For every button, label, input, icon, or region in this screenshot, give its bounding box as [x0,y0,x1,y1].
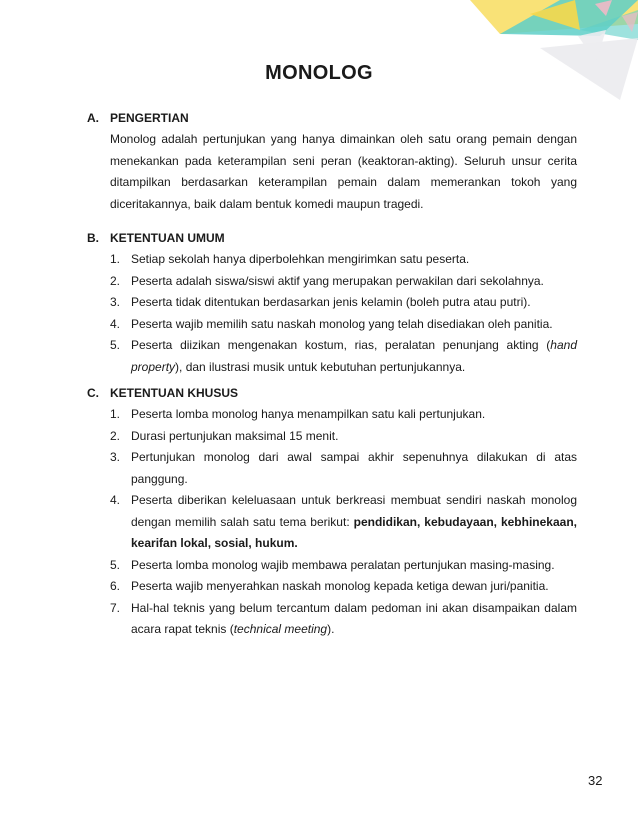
item-number: 2. [110,428,121,443]
item-text: Setiap sekolah hanya diperbolehkan mengirimkan satu peserta. [131,252,470,266]
section-title: KETENTUAN KHUSUS [110,386,239,400]
list-item [110,490,577,555]
section-pengertian [87,110,577,215]
item-text: Peserta wajib memilih satu naskah monolog yang telah disediakan oleh panitia. [131,316,553,331]
list-item [110,426,577,448]
section-title: PENGERTIAN [110,111,189,125]
ketentuan-khusus-list [110,404,577,641]
list-item [110,335,577,378]
item-text-part: ), dan ilustrasi musik untuk kebutuhan pertunjukannya. [175,359,466,374]
item-text: Durasi pertunjukan maksimal 15 menit. [131,428,339,443]
item-text-part: ). [327,622,335,636]
page-number: 32 [588,773,603,788]
item-text [131,335,577,378]
item-text-part: Hal-hal teknis yang belum tercantum dalam pedoman ini akan disampaikan dalam acara rapat teknis ( [131,600,577,636]
list-item [110,271,577,293]
item-text: Pertunjukan monolog dari awal sampai akhir sepenuhnya dilakukan di atas panggung. [131,450,577,486]
item-text-italic: hand property [131,338,577,374]
section-letter: A. [87,111,99,125]
item-text [131,490,577,555]
section-ketentuan-umum [87,230,577,378]
section-heading [87,230,577,246]
section-title: KETENTUAN UMUM [110,231,225,245]
item-text: Peserta lomba monolog wajib membawa peralatan pertunjukan masing-masing. [131,557,555,572]
item-text-part: Peserta diizikan mengenakan kostum, rias, peralatan penunjang akting ( [131,338,551,352]
item-number: 4. [110,493,121,507]
list-item [110,314,577,336]
item-number: 3. [110,450,121,464]
item-number: 3. [110,295,121,309]
section-heading [87,385,577,401]
list-item [110,447,577,490]
section-heading [87,110,577,126]
item-text-bold: pendidikan, kebudayaan, kebhinekaan, kearifan lokal, sosial, hukum. [131,514,577,550]
item-number: 5. [110,557,121,572]
item-number: 7. [110,600,121,615]
pengertian-paragraph: Monolog adalah pertunjukan yang hanya dimainkan oleh satu orang pemain dengan menekankan pada keterampilan seni peran (keaktoran-akting). Seluruh unsur cerita ditampilkan berdasarkan keterampilan pemain dalam memerankan tokoh yang diceritakannya, baik dalam bentuk komedi maupun tragedi. [110,132,577,211]
item-text: Peserta tidak ditentukan berdasarkan jenis kelamin (boleh putra atau putri). [131,295,531,309]
list-item [110,555,577,577]
section-letter: B. [87,231,99,245]
section-letter: C. [87,386,99,400]
ketentuan-umum-list [110,249,577,378]
item-text: Peserta lomba monolog hanya menampilkan satu kali pertunjukan. [131,407,486,421]
item-number: 1. [110,407,121,421]
item-number: 2. [110,273,121,288]
item-number: 6. [110,579,121,593]
list-item [110,598,577,641]
item-number: 4. [110,316,121,331]
item-text: Peserta wajib menyerahkan naskah monolog kepada ketiga dewan juri/panitia. [131,579,549,593]
item-text: Peserta adalah siswa/siswi aktif yang merupakan perwakilan dari sekolahnya. [131,273,544,288]
list-item [110,576,577,598]
list-item [110,249,577,271]
page-title: MONOLOG [265,62,373,84]
list-item [110,292,577,314]
decorative-triangles [0,0,638,110]
list-item [110,404,577,426]
section-ketentuan-khusus [87,385,577,641]
item-text-part: Peserta diberikan keleluasaan untuk berkreasi membuat sendiri naskah monolog dengan memilih salah satu tema berikut: [131,493,577,529]
item-number: 5. [110,338,121,352]
item-number: 1. [110,252,121,266]
item-text-italic: technical meeting [233,622,328,636]
item-text [131,598,577,641]
